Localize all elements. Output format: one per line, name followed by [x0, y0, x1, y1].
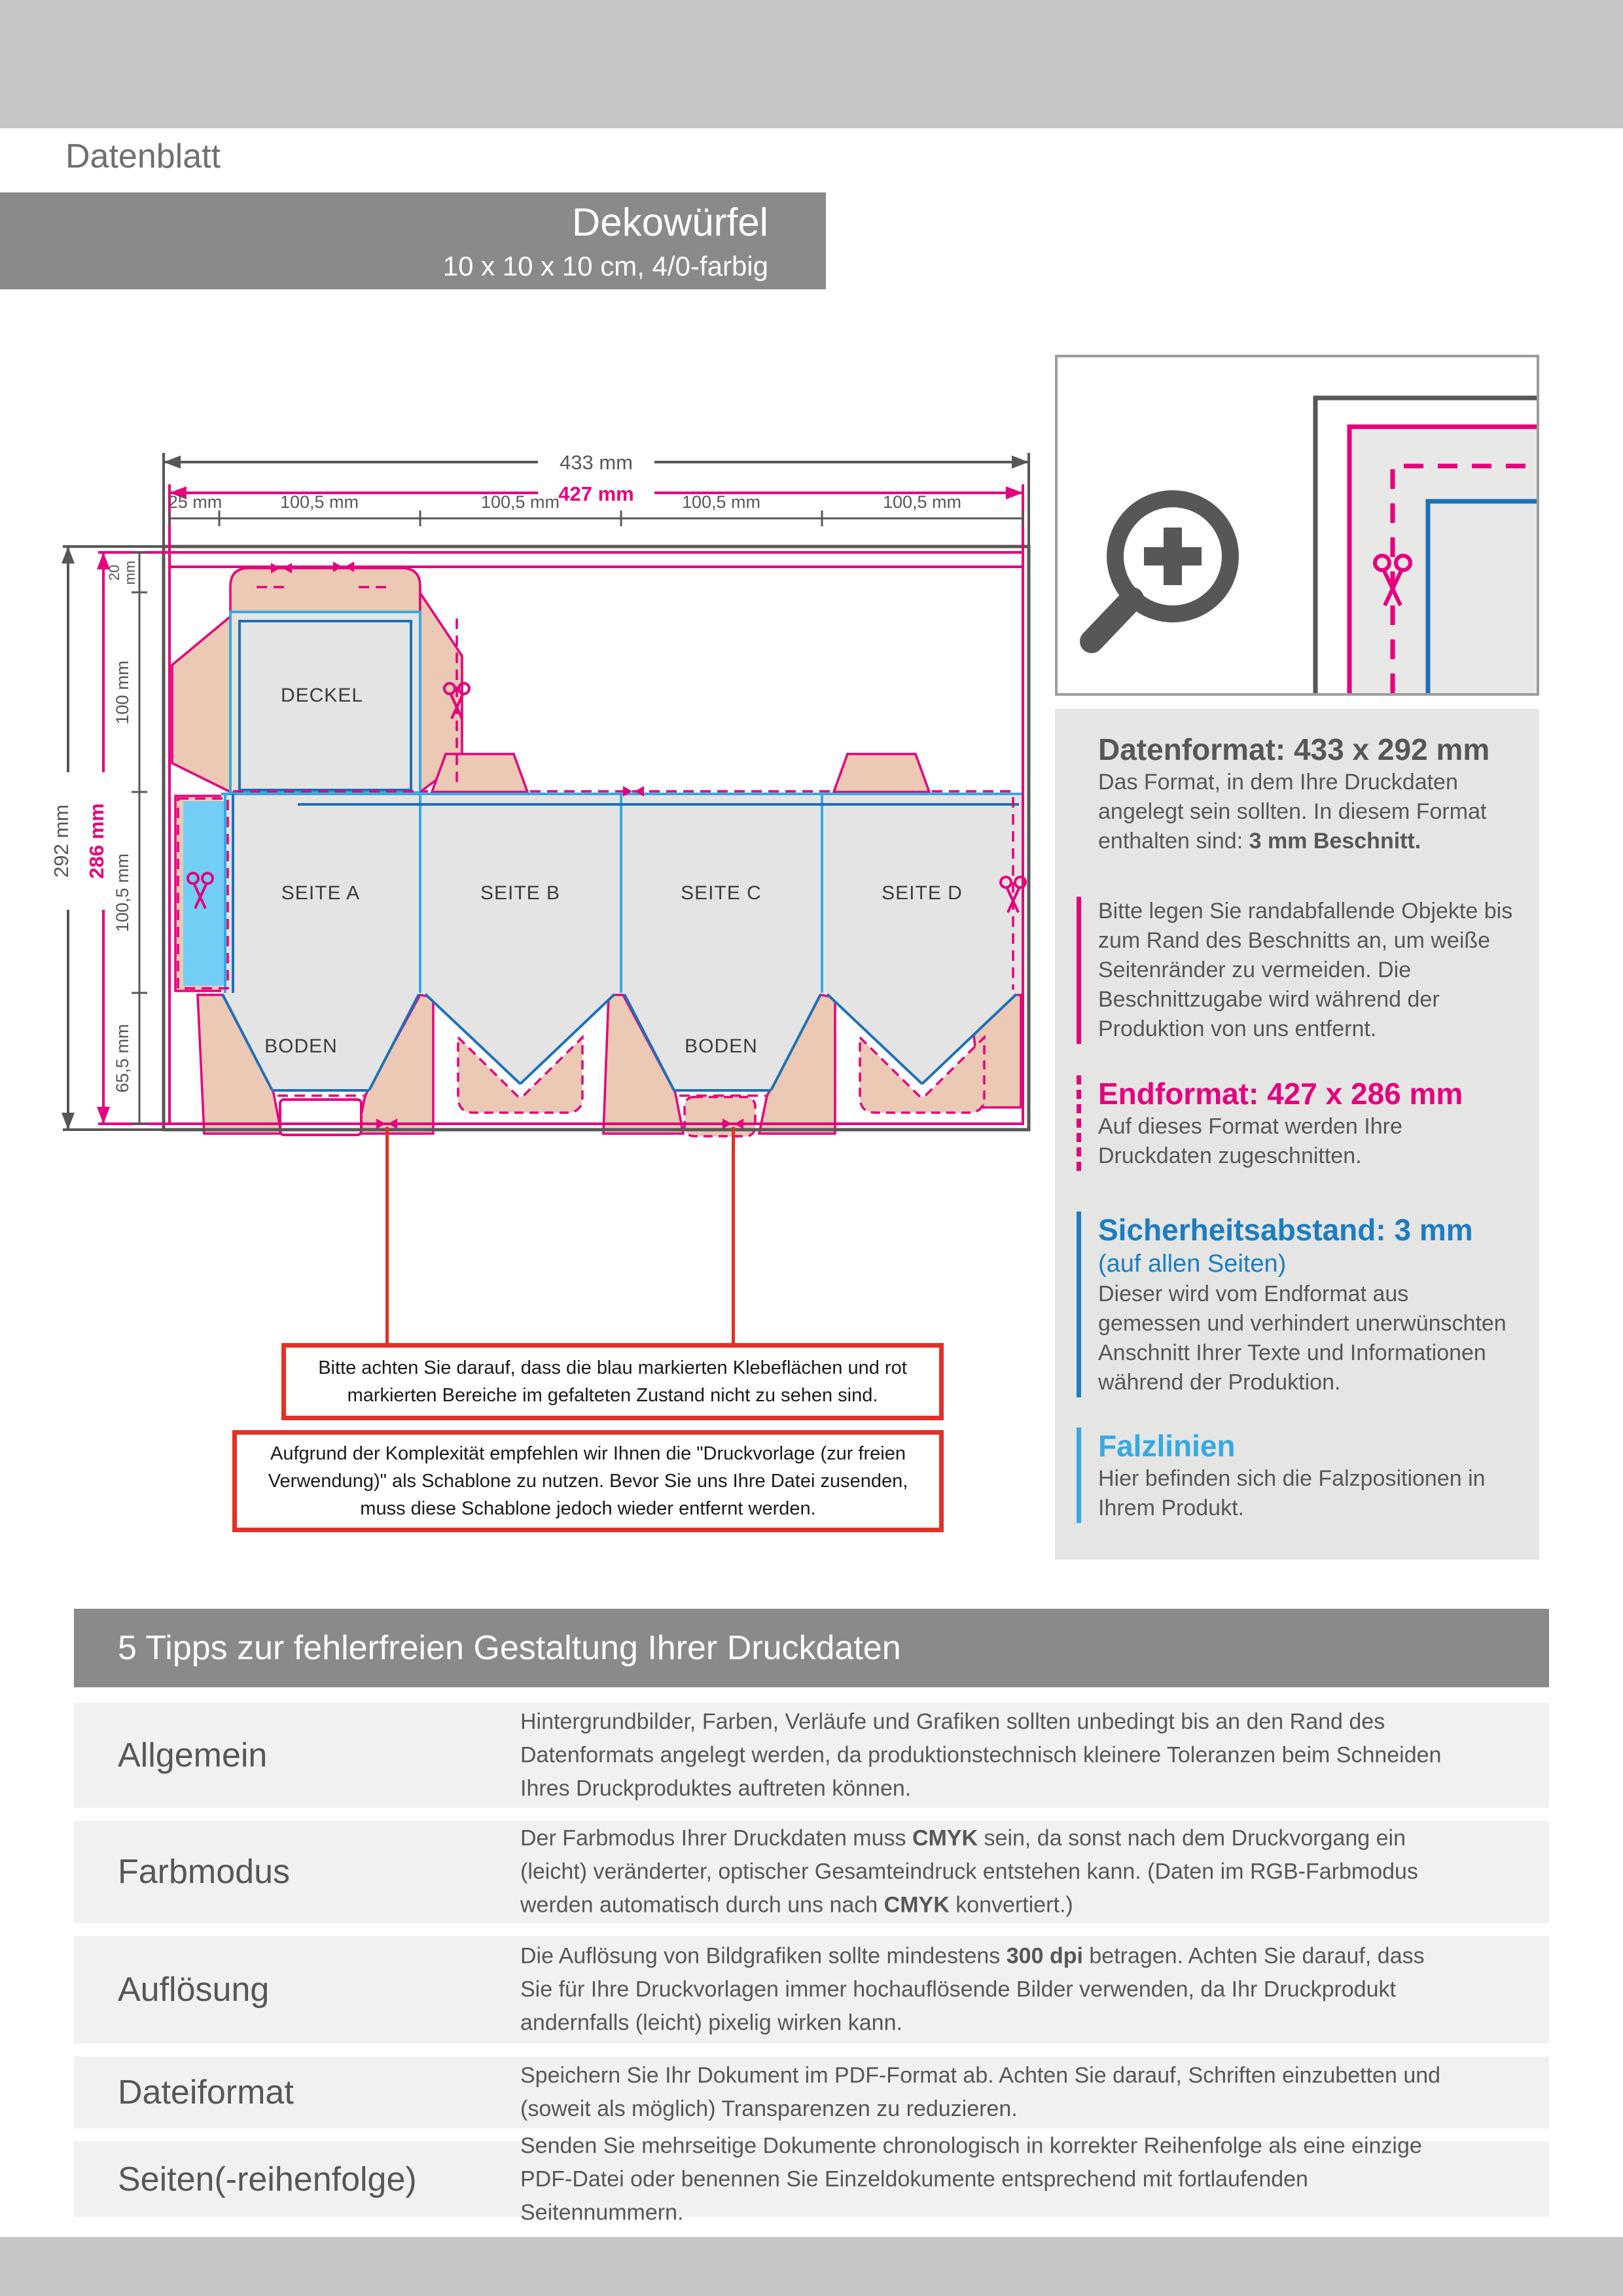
svg-text:25 mm: 25 mm	[168, 492, 223, 512]
svg-text:100,5 mm: 100,5 mm	[681, 492, 761, 512]
tips-heading-text: 5 Tipps zur fehlerfreien Gestaltung Ihrer Druckdaten	[118, 1629, 901, 1667]
tip-row-seitenreihenfolge	[74, 2133, 1549, 2225]
datenformat-body: Das Format, in dem Ihre Druckdaten angelegt sein sollten. In diesem Format enthalten sind: 3 mm Beschnitt.	[1098, 770, 1487, 853]
sicherheitsabstand-block	[1077, 1211, 1513, 1397]
label-boden-c: BODEN	[685, 1035, 758, 1057]
dim-286	[98, 552, 171, 1124]
svg-text:100 mm: 100 mm	[113, 660, 132, 725]
sicherheitsabstand-body: Dieser wird vom Endformat aus gemessen und verhindert unerwünschten Anschnitt Ihrer Texte und Informationen während der Produktion.	[1098, 1282, 1507, 1395]
product-name: Dekowürfel	[571, 200, 768, 244]
tip-body: Hintergrundbilder, Farben, Verläufe und Grafiken sollten unbedingt bis an den Rand des Datenformats angelegt werden, da produktionstechnisch kleinere Toleranzen beim Schneiden Ihres Druckproduktes auftreten können.	[520, 1709, 1442, 1801]
svg-text:100,5 mm: 100,5 mm	[480, 492, 560, 512]
dim-label-427: 427 mm	[558, 482, 634, 505]
datenformat-block	[1098, 731, 1513, 856]
note-connector-line	[385, 1127, 389, 1346]
tip-row-farbmodus	[74, 1821, 1549, 1923]
note-box-template-warning	[232, 1430, 944, 1532]
tip-row-aufloesung	[74, 1936, 1549, 2043]
zoom-detail-box	[1055, 355, 1539, 696]
endformat-block	[1077, 1075, 1513, 1171]
info-panel	[1055, 709, 1539, 1560]
dieline-diagram	[0, 425, 1086, 1165]
svg-text:20: 20	[106, 564, 122, 581]
arrowhead	[62, 547, 75, 564]
falzlinien-block	[1077, 1427, 1513, 1523]
zoom-detail-drawing	[1058, 357, 1537, 693]
sicherheitsabstand-subtitle: (auf allen Seiten)	[1098, 1250, 1287, 1278]
glue-area-blue	[183, 801, 224, 986]
ruler-h	[169, 511, 1023, 526]
label-seite-b: SEITE B	[480, 882, 561, 904]
arrowhead	[164, 456, 181, 469]
top-band	[0, 0, 1623, 128]
label-deckel: DECKEL	[280, 685, 364, 706]
page-title	[58, 134, 335, 179]
svg-text:mm: mm	[122, 560, 138, 585]
label-boden-a: BODEN	[264, 1035, 338, 1057]
tip-label: Auflösung	[118, 1971, 270, 2009]
dim-label-433: 433 mm	[560, 451, 633, 474]
bleed-note-block	[1077, 897, 1513, 1044]
magnifier-icon	[1092, 499, 1230, 641]
page-title-label: Datenblatt	[65, 137, 221, 175]
tip-body: Senden Sie mehrseitige Dokumente chronologisch in korrekter Reihenfolge als eine einzige PDF-Datei oder benennen Sie Einzeldokumente entsprechend mit fortlaufenden Seitennummern.	[520, 2133, 1422, 2225]
arrowhead	[1006, 486, 1023, 499]
tip-label: Farbmodus	[118, 1853, 290, 1891]
note-connector-line	[732, 1127, 735, 1346]
label-seite-a: SEITE A	[281, 882, 361, 904]
label-seite-d: SEITE D	[882, 882, 963, 904]
arrowhead	[97, 1107, 110, 1124]
sicherheitsabstand-title: Sicherheitsabstand: 3 mm	[1098, 1213, 1473, 1247]
tip-label: Dateiformat	[118, 2073, 294, 2111]
svg-text:100,5 mm: 100,5 mm	[882, 492, 962, 512]
note-text: Aufgrund der Komplexität empfehlen wir Ihnen die "Druckvorlage (zur freien Verwendung)" als Schablone zu nutzen. Bevor Sie uns Ihre Datei zusenden, muss diese Schablone jedoch wieder entfernt werden.	[268, 1443, 908, 1519]
bleed-note-text: Bitte legen Sie randabfallende Objekte bis zum Rand des Beschnitts an, um weiße Seitenränder zu vermeiden. Die Beschnittzugabe wird während der Produktion von uns entfernt.	[1098, 899, 1513, 1041]
tip-row-allgemein	[74, 1703, 1549, 1808]
svg-text:100,5 mm: 100,5 mm	[113, 853, 132, 933]
tip-label: Seiten(-reihenfolge)	[118, 2160, 417, 2198]
ruler-v-labels	[106, 561, 138, 1093]
product-subtitle: 10 x 10 x 10 cm, 4/0-farbig	[442, 251, 768, 281]
endformat-body: Auf dieses Format werden Ihre Druckdaten zugeschnitten.	[1098, 1114, 1402, 1168]
dim-label-292: 292 mm	[50, 804, 73, 878]
product-title-bar	[0, 192, 826, 289]
falzlinien-title: Falzlinien	[1098, 1429, 1236, 1463]
note-text: Bitte achten Sie darauf, dass die blau markierten Klebeflächen und rot markierten Bereiche im gefalteten Zustand nicht zu sehen sind.	[318, 1357, 907, 1406]
tip-label: Allgemein	[118, 1736, 268, 1774]
ruler-v	[132, 552, 147, 1124]
svg-text:100,5 mm: 100,5 mm	[279, 492, 359, 512]
falzlinien-body: Hier befinden sich die Falzpositionen in Ihrem Produkt.	[1098, 1466, 1486, 1520]
tip-body: Der Farbmodus Ihrer Druckdaten muss CMYK sein, da sonst nach dem Druckvorgang ein (leicht) veränderter, optischer Gesamteindruck entstehen kann. (Daten im RGB-Farbmodus werden automatisch durch uns nach CMYK konvertiert.)	[520, 1825, 1418, 1918]
footer-band	[0, 2237, 1623, 2296]
arrowhead	[62, 1113, 75, 1130]
endformat-title: Endformat: 427 x 286 mm	[1098, 1077, 1463, 1111]
tip-body: Die Auflösung von Bildgrafiken sollte mindestens 300 dpi betragen. Achten Sie darauf, dass Sie für Ihre Druckvorlagen immer hochauflösende Bilder verwenden, da Ihr Druckprodukt andernfalls (leicht) pixelig wirken kann.	[520, 1943, 1425, 2036]
svg-text:65,5 mm: 65,5 mm	[113, 1024, 132, 1093]
arrowhead	[1012, 456, 1029, 469]
tip-row-dateiformat	[74, 2056, 1549, 2128]
tip-body: Speichern Sie Ihr Dokument im PDF-Format ab. Achten Sie darauf, Schriften einzubetten und (soweit als möglich) Transparenzen zu reduzieren.	[520, 2063, 1441, 2121]
note-box-glue-warning	[281, 1343, 944, 1420]
tips-heading	[74, 1609, 1549, 1687]
dim-label-286: 286 mm	[85, 803, 108, 879]
datenformat-title: Datenformat: 433 x 292 mm	[1098, 732, 1490, 766]
label-seite-c: SEITE C	[681, 882, 762, 904]
